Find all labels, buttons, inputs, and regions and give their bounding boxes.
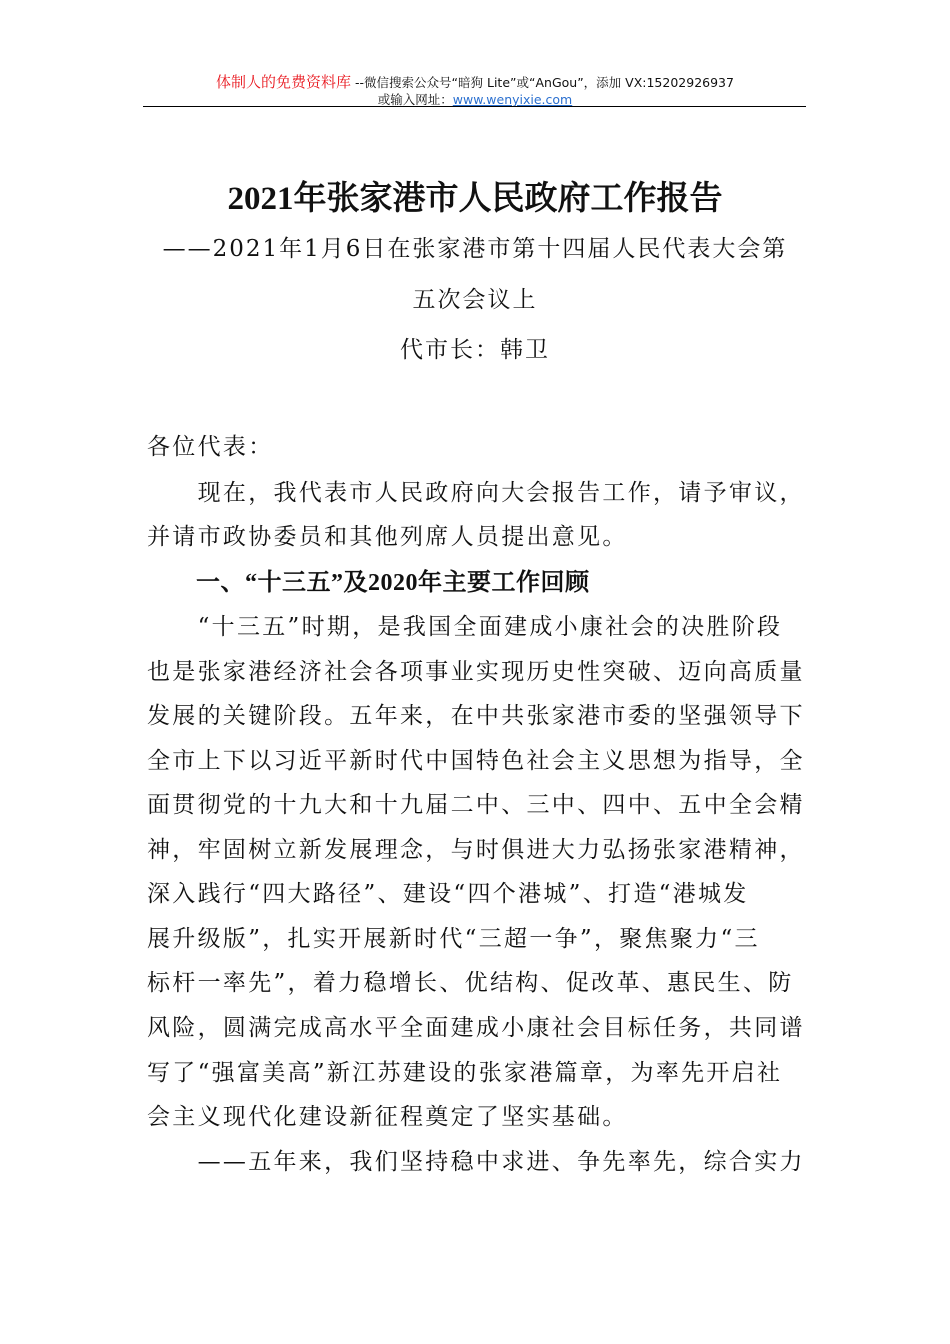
paragraph-line: 全市上下以习近平新时代中国特色社会主义思想为指导，全 (147, 748, 805, 774)
paragraph-line: 发展的关键阶段。五年来，在中共张家港市委的坚强领导下 (147, 703, 805, 729)
url-label: 或输入网址： (377, 92, 453, 107)
paragraph-line: 面贯彻党的十九大和十九届二中、三中、四中、五中全会精 (147, 792, 805, 818)
paragraph-line: “十三五”时期，是我国全面建成小康社会的决胜阶段 (147, 614, 783, 640)
author-line: 代市长：韩卫 (400, 337, 550, 363)
paragraph-line: 深入践行“四大路径”、建设“四个港城”、打造“港城发 (147, 881, 749, 907)
brand-text: 体制人的免费资料库 (216, 73, 352, 91)
subtitle-line: 五次会议上 (412, 287, 538, 313)
header-banner (0, 71, 950, 92)
website-link[interactable]: www.wenyixie.com (452, 92, 573, 107)
paragraph-line: 各位代表： (147, 434, 274, 460)
paragraph-line: 现在，我代表市人民政府向大会报告工作，请予审议， (147, 480, 805, 506)
document-title: 2021年张家港市人民政府工作报告 (227, 181, 723, 217)
paragraph-line: 也是张家港经济社会各项事业实现历史性突破、迈向高质量 (147, 659, 805, 685)
paragraph-line: 会主义现代化建设新征程奠定了坚实基础。 (147, 1104, 628, 1130)
section-heading: 一、“十三五”及2020年主要工作回顾 (147, 570, 590, 596)
paragraph-line: 神，牢固树立新发展理念，与时俱进大力弘扬张家港精神， (147, 837, 805, 863)
paragraph-line: 标杆一率先”，着力稳增长、优结构、促改革、惠民生、防 (147, 970, 794, 996)
paragraph-line: 风险，圆满完成高水平全面建成小康社会目标任务，共同谱 (147, 1015, 805, 1041)
paragraph-line: 并请市政协委员和其他列席人员提出意见。 (147, 524, 628, 550)
subtitle-line: ——2021年1月6日在张家港市第十四届人民代表大会第 (162, 236, 788, 262)
header-divider (143, 106, 806, 107)
paragraph-line: 展升级版”，扎实开展新时代“三超一争”，聚焦聚力“三 (147, 926, 760, 952)
paragraph-line: 写了“强富美高”新江苏建设的张家港篇章，为率先开启社 (147, 1060, 783, 1086)
header-info: --微信搜索公众号“暗狗 Lite”或“AnGou”，添加 VX:15202926937 (351, 75, 734, 90)
paragraph-line: ——五年来，我们坚持稳中求进、争先率先，综合实力 (147, 1149, 805, 1175)
